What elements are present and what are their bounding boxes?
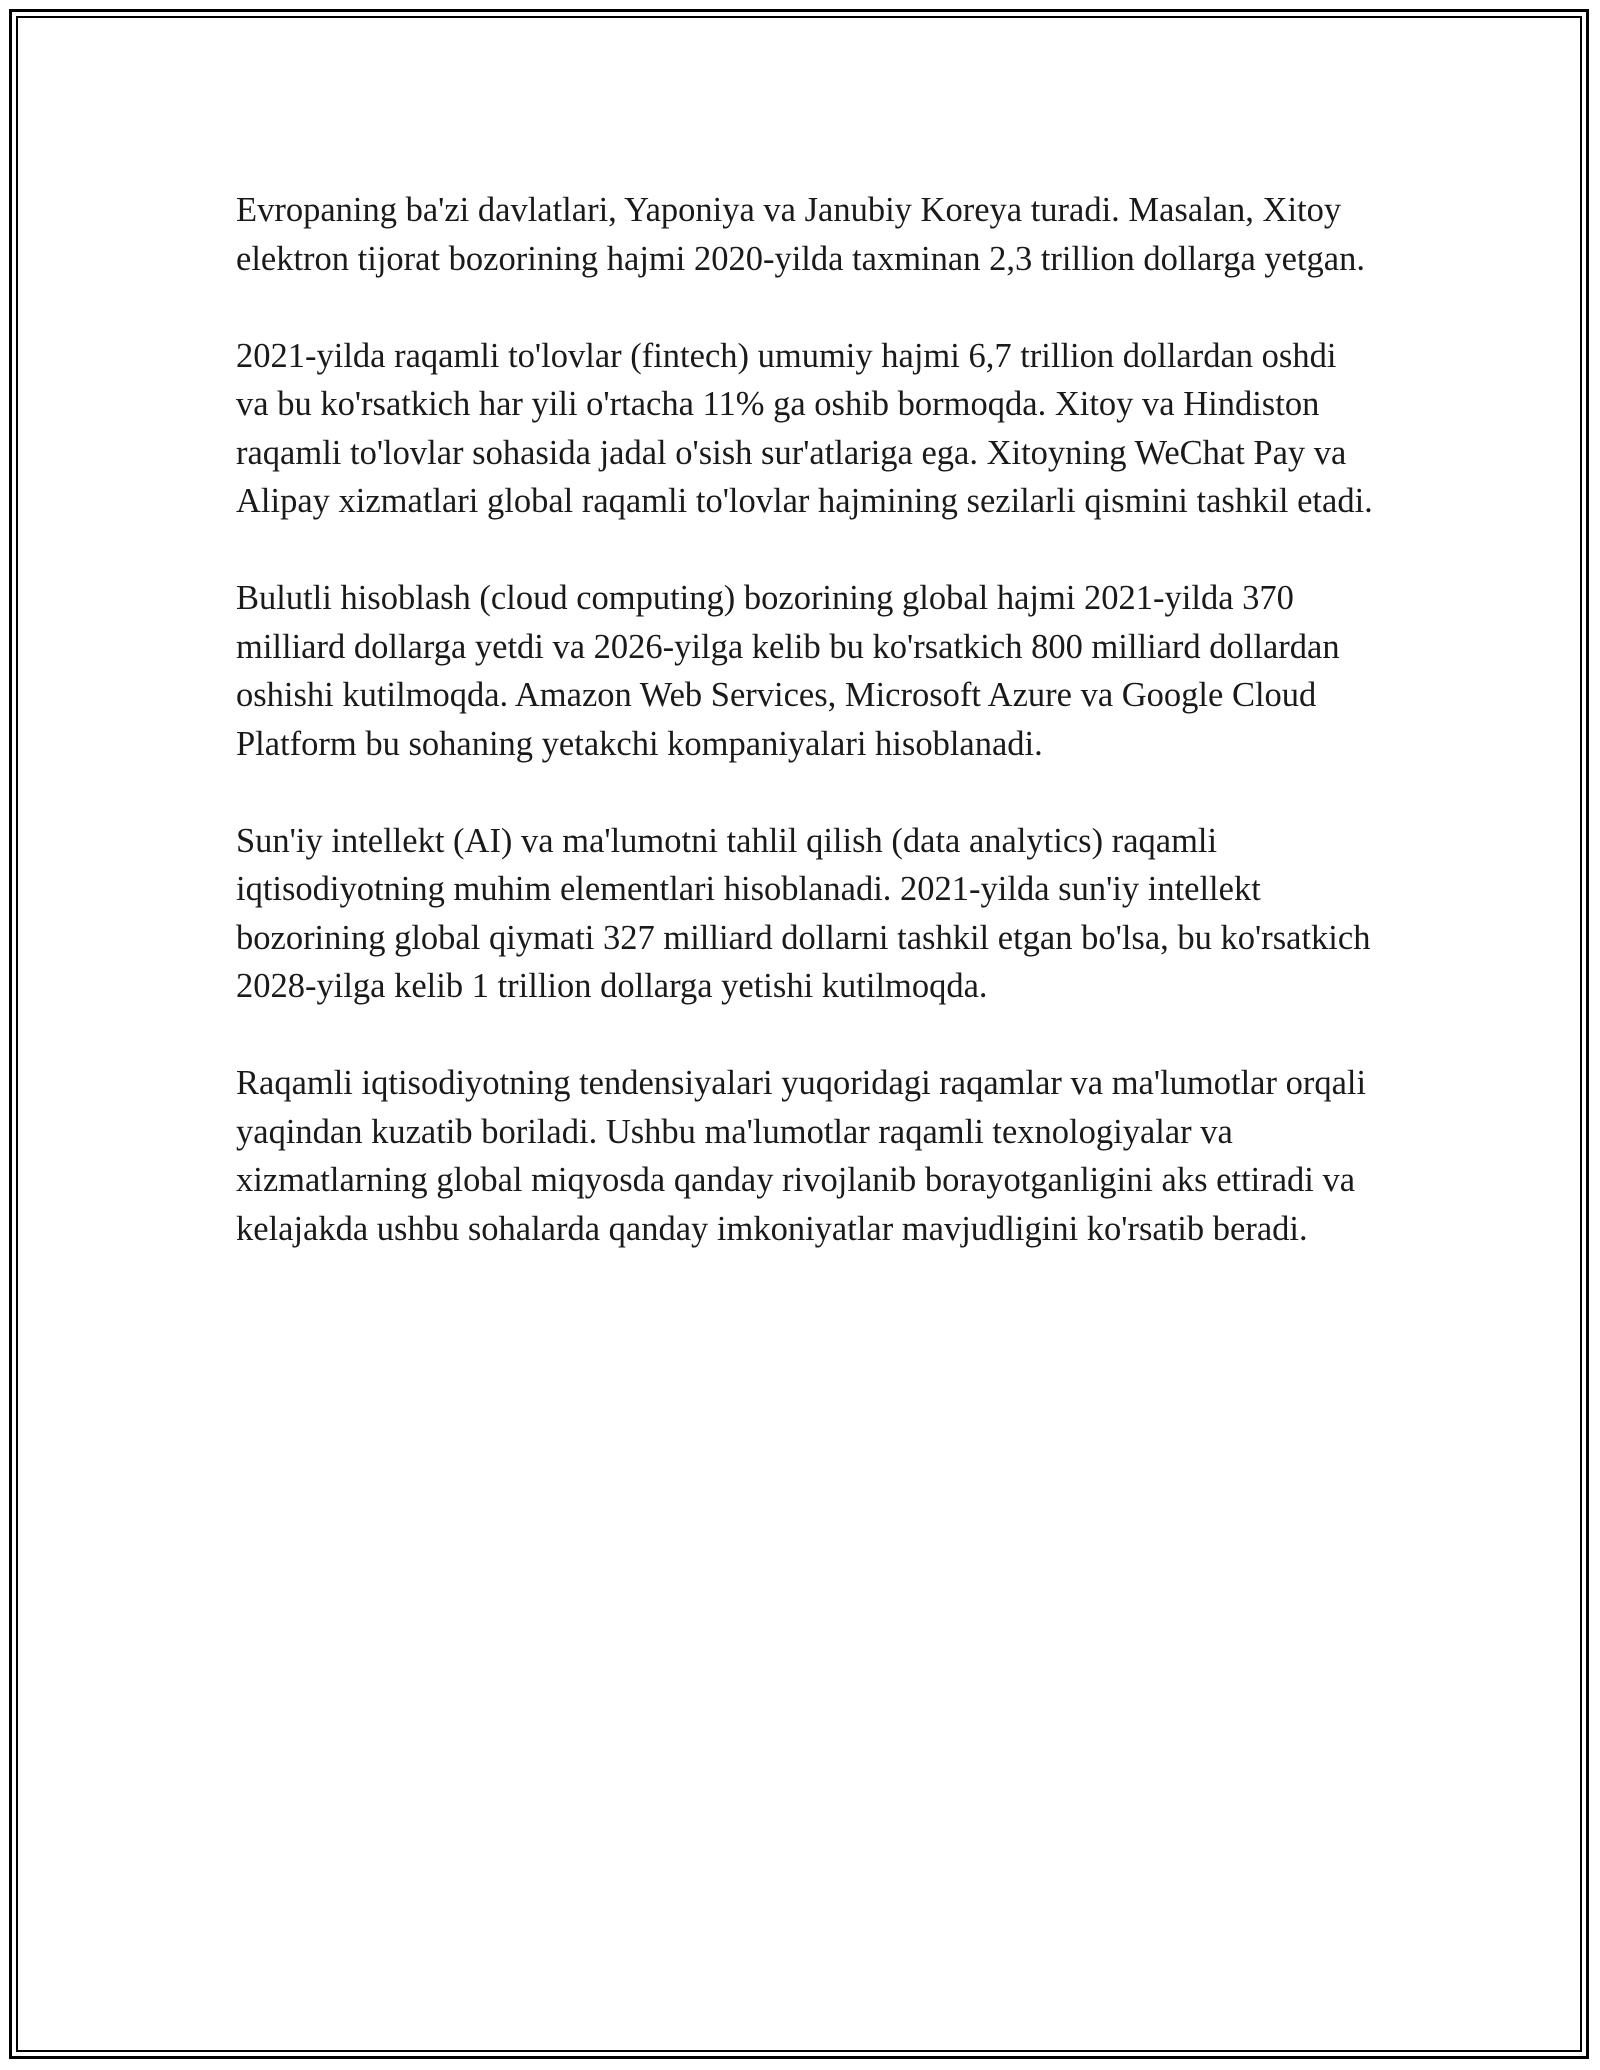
paragraph-ecommerce: Evropaning ba'zi davlatlari, Yaponiya va Janubiy Koreya turadi. Masalan, Xitoy elektron tijorat bozorining hajmi 2020-yilda taxminan 2,3 trillion dollarga yetgan.	[236, 191, 1365, 278]
paragraph-ai-analytics: Sun'iy intellekt (AI) va ma'lumotni tahlil qilish (data analytics) raqamli iqtisodiyotning muhim elementlari hisoblanadi. 2021-yilda sun'iy intellekt bozorining global qiymati 327 milliard dollarni tashkil etgan bo'lsa, bu ko'rsatkich 2028-yilga kelib 1 trillion dollarga yetishi kutilmoqda.	[236, 821, 1371, 1005]
paragraph-cloud-computing: Bulutli hisoblash (cloud computing) bozorining global hajmi 2021-yilda 370 milliard dollarga yetdi va 2026-yilga kelib bu ko'rsatkich 800 milliard dollardan oshishi kutilmoqda. Amazon Web Services, Microsoft Azure va Google Cloud Platform bu sohaning yetakchi kompaniyalari hisoblanadi.	[236, 579, 1340, 763]
document-body	[236, 186, 1376, 1253]
paragraph-conclusion: Raqamli iqtisodiyotning tendensiyalari yuqoridagi raqamlar va ma'lumotlar orqali yaqindan kuzatib boriladi. Ushbu ma'lumotlar raqamli texnologiyalar va xizmatlarning global miqyosda qanday rivojlanib borayotganligini aks ettiradi va kelajakda ushbu sohalarda qanday imkoniyatlar mavjudligini ko'rsatib beradi.	[236, 1064, 1367, 1248]
paragraph-fintech: 2021-yilda raqamli to'lovlar (fintech) umumiy hajmi 6,7 trillion dollardan oshdi va bu ko'rsatkich har yili o'rtacha 11% ga oshib bormoqda. Xitoy va Hindiston raqamli to'lovlar sohasida jadal o'sish sur'atlariga ega. Xitoyning WeChat Pay va Alipay xizmatlari global raqamli to'lovlar hajmining sezilarli qismini tashkil etadi.	[236, 336, 1373, 520]
